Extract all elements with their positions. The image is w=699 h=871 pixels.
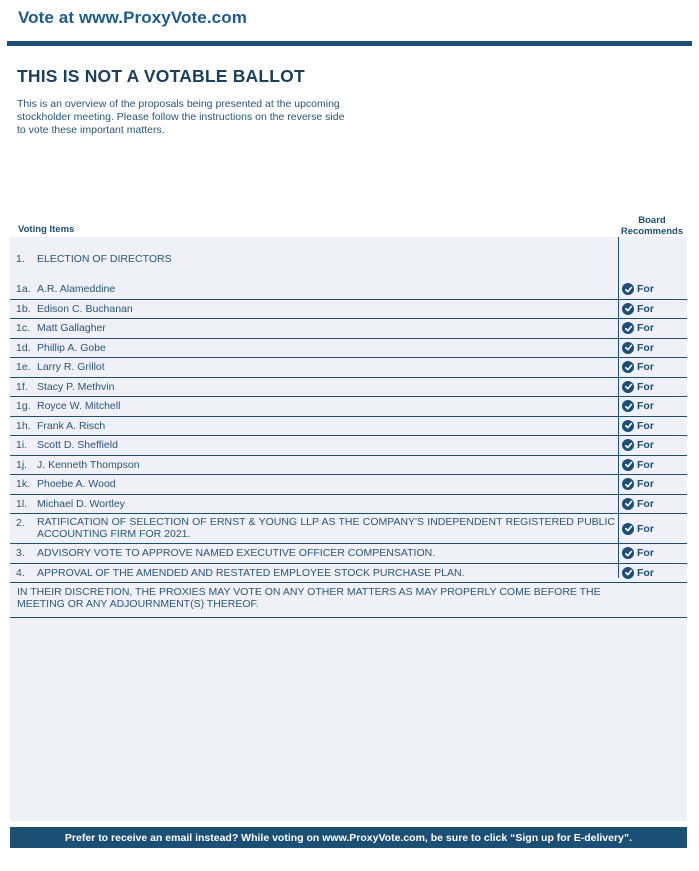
- header-divider: [7, 41, 692, 46]
- item-recommendation: [622, 420, 654, 432]
- checkmark-icon: [622, 303, 634, 315]
- item-recommendation: [622, 567, 654, 579]
- item-number: 1c.: [16, 322, 31, 335]
- recommendation-label: For: [637, 400, 654, 413]
- item-text: Larry R. Grillot: [37, 361, 105, 374]
- item-recommendation: [622, 342, 654, 354]
- recommendation-label: For: [637, 361, 654, 374]
- item-text: RATIFICATION OF SELECTION OF ERNST & YOUNG LLP AS THE COMPANY'S INDEPENDENT REGISTERED PUBLIC ACCOUNTING FIRM FOR 2021.: [37, 516, 615, 540]
- board-header-line1: Board: [638, 215, 666, 226]
- section-title: ELECTION OF DIRECTORS: [37, 253, 172, 265]
- checkmark-icon: [622, 381, 634, 393]
- item-text: Phoebe A. Wood: [37, 478, 116, 491]
- checkmark-icon: [622, 439, 634, 451]
- recommendation-label: For: [637, 283, 654, 296]
- header-title: Vote at www.ProxyVote.com: [18, 8, 247, 27]
- section-row-election: [10, 237, 687, 280]
- checkmark-icon: [622, 322, 634, 334]
- item-text: A.R. Alameddine: [37, 283, 116, 296]
- item-number: 1f.: [16, 380, 28, 393]
- checkmark-icon: [622, 420, 634, 432]
- item-number: 1d.: [16, 341, 31, 354]
- column-divider: [618, 237, 619, 578]
- voting-item-row: [10, 436, 687, 456]
- voting-item-row: [10, 495, 687, 515]
- item-number: 1k.: [16, 478, 31, 491]
- voting-item-row: [10, 475, 687, 495]
- checkmark-icon: [622, 498, 634, 510]
- voting-items-header: Voting Items: [18, 224, 75, 235]
- ballot-title: THIS IS NOT A VOTABLE BALLOT: [17, 66, 305, 86]
- ballot-intro: This is an overview of the proposals being presented at the upcoming stockholder meeting. Please follow the instructions on the reverse side to vote these important matters.: [17, 98, 345, 136]
- checkmark-icon: [622, 567, 634, 579]
- item-number: 1g.: [16, 400, 31, 413]
- item-recommendation: [622, 381, 654, 393]
- item-recommendation: [622, 498, 654, 510]
- section-number: 1.: [16, 253, 25, 265]
- voting-item-row: [10, 417, 687, 437]
- other-matters-divider: [10, 617, 687, 618]
- voting-item-row: [10, 378, 687, 398]
- items-container: [10, 280, 687, 583]
- voting-item-row: [10, 544, 687, 564]
- item-number: 1b.: [16, 302, 31, 315]
- voting-item-row: [10, 397, 687, 417]
- item-recommendation: [622, 547, 654, 559]
- recommendation-label: For: [637, 566, 654, 579]
- checkmark-icon: [622, 400, 634, 412]
- item-recommendation: [622, 478, 654, 490]
- item-number: 4.: [16, 566, 25, 579]
- checkmark-icon: [622, 342, 634, 354]
- item-number: 1j.: [16, 458, 28, 471]
- item-recommendation: [622, 459, 654, 471]
- recommendation-label: For: [637, 322, 654, 335]
- item-number: 1e.: [16, 361, 31, 374]
- voting-item-row: [10, 564, 687, 584]
- item-text: Scott D. Sheffield: [37, 439, 118, 452]
- checkmark-icon: [622, 547, 634, 559]
- other-matters-text: IN THEIR DISCRETION, THE PROXIES MAY VOTE ON ANY OTHER MATTERS AS MAY PROPERLY COME BEFORE THE MEETING OR ANY ADJOURNMENT(S) THEREOF.: [17, 586, 601, 610]
- item-recommendation: [622, 400, 654, 412]
- item-number: 3.: [16, 547, 25, 560]
- item-recommendation: [622, 439, 654, 451]
- voting-item-row: [10, 319, 687, 339]
- voting-item-row: [10, 358, 687, 378]
- recommendation-label: For: [637, 302, 654, 315]
- item-text: APPROVAL OF THE AMENDED AND RESTATED EMPLOYEE STOCK PURCHASE PLAN.: [37, 566, 465, 579]
- item-text: Matt Gallagher: [37, 322, 106, 335]
- item-text: Edison C. Buchanan: [37, 302, 133, 315]
- checkmark-icon: [622, 361, 634, 373]
- voting-item-row: [10, 280, 687, 300]
- recommendation-label: For: [637, 439, 654, 452]
- item-text: Michael D. Wortley: [37, 497, 125, 510]
- checkmark-icon: [622, 283, 634, 295]
- board-recommends-header: [617, 215, 687, 237]
- item-recommendation: [622, 523, 654, 535]
- item-number: 2.: [16, 517, 25, 529]
- voting-item-row: [10, 300, 687, 320]
- item-number: 1a.: [16, 283, 31, 296]
- item-text: Phillip A. Gobe: [37, 341, 106, 354]
- item-recommendation: [622, 303, 654, 315]
- voting-item-row: [10, 514, 687, 544]
- checkmark-icon: [622, 478, 634, 490]
- board-header-line2: Recommends: [620, 226, 684, 237]
- recommendation-label: For: [637, 419, 654, 432]
- other-matters-row: [10, 583, 687, 617]
- item-text: Stacy P. Methvin: [37, 380, 115, 393]
- recommendation-label: For: [637, 341, 654, 354]
- checkmark-icon: [622, 523, 634, 535]
- footer-banner: Prefer to receive an email instead? While voting on www.ProxyVote.com, be sure to click “Sign up for E-delivery”.: [10, 827, 687, 848]
- recommendation-label: For: [637, 380, 654, 393]
- item-recommendation: [622, 361, 654, 373]
- item-text: ADVISORY VOTE TO APPROVE NAMED EXECUTIVE OFFICER COMPENSATION.: [37, 547, 436, 560]
- recommendation-label: For: [637, 458, 654, 471]
- voting-item-row: [10, 339, 687, 359]
- item-text: Royce W. Mitchell: [37, 400, 121, 413]
- voting-items-list: [10, 237, 687, 618]
- item-text: J. Kenneth Thompson: [37, 458, 140, 471]
- recommendation-label: For: [637, 547, 654, 560]
- voting-item-row: [10, 456, 687, 476]
- recommendation-label: For: [637, 522, 654, 535]
- recommendation-label: For: [637, 497, 654, 510]
- item-number: 1h.: [16, 419, 31, 432]
- item-recommendation: [622, 283, 654, 295]
- item-text: Frank A. Risch: [37, 419, 106, 432]
- item-number: 1l.: [16, 497, 28, 510]
- item-recommendation: [622, 322, 654, 334]
- checkmark-icon: [622, 459, 634, 471]
- item-number: 1i.: [16, 439, 28, 452]
- recommendation-label: For: [637, 478, 654, 491]
